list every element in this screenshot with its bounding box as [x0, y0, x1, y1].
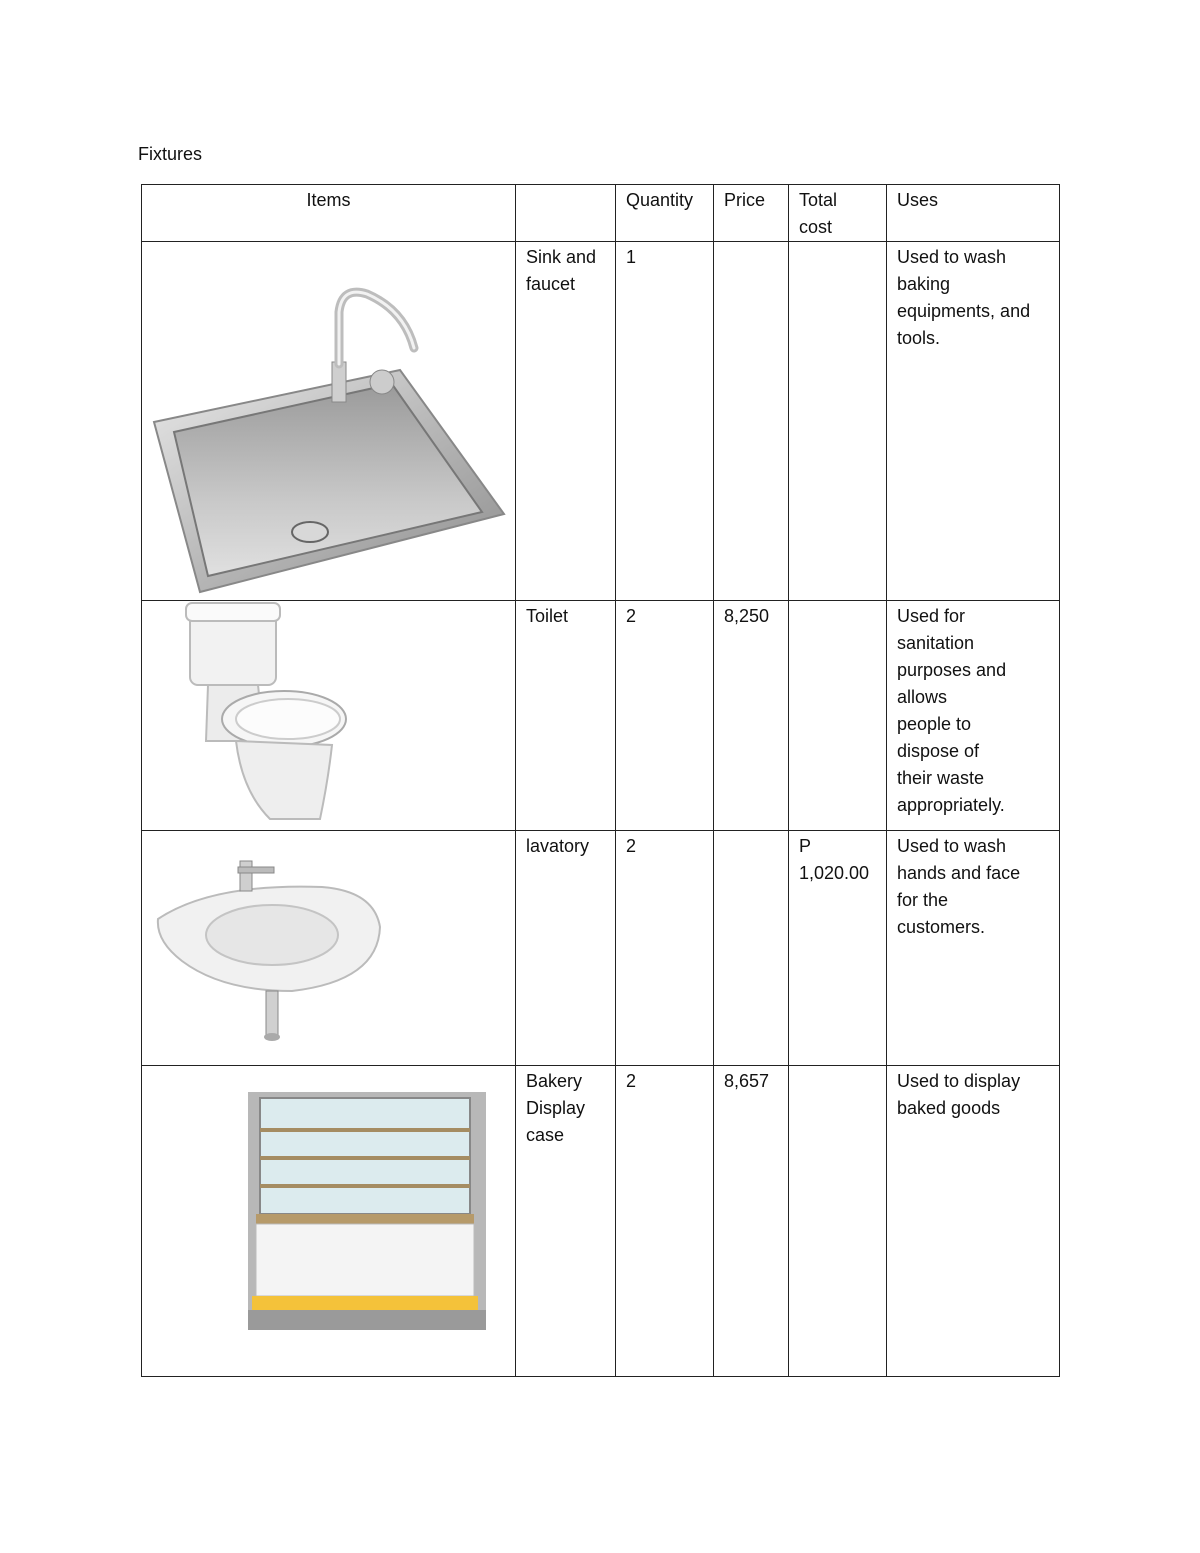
item-quantity: 2 [616, 601, 714, 831]
item-name: Toilet [516, 601, 616, 831]
item-name: lavatory [516, 831, 616, 1066]
header-items: Items [142, 185, 516, 242]
item-uses: Used for sanitation purposes and allows people to dispose of their waste appropriately. [887, 601, 1060, 831]
item-quantity: 1 [616, 242, 714, 601]
fixtures-table [141, 184, 1060, 1377]
item-image-cell [142, 831, 516, 1066]
header-total-cost: Total cost [789, 185, 887, 242]
item-name: Sink and faucet [516, 242, 616, 601]
header-quantity: Quantity [616, 185, 714, 242]
item-price [714, 242, 789, 601]
item-quantity: 2 [616, 1066, 714, 1377]
item-image-cell [142, 601, 516, 831]
header-name [516, 185, 616, 242]
item-price [714, 831, 789, 1066]
table-row [142, 242, 1060, 601]
table-row [142, 1066, 1060, 1377]
item-name: Bakery Display case [516, 1066, 616, 1377]
lavatory-image [142, 831, 516, 1065]
item-quantity: 2 [616, 831, 714, 1066]
header-uses: Uses [887, 185, 1060, 242]
table-row [142, 831, 1060, 1066]
item-image-cell [142, 1066, 516, 1377]
display-case-image [142, 1066, 516, 1376]
page-title: Fixtures [138, 144, 203, 164]
header-price: Price [714, 185, 789, 242]
table-row [142, 601, 1060, 831]
item-uses: Used to display baked goods [887, 1066, 1060, 1377]
item-total-cost [789, 601, 887, 831]
item-price: 8,250 [714, 601, 789, 831]
table-header-row [142, 185, 1060, 242]
sink-image [142, 242, 516, 600]
item-price: 8,657 [714, 1066, 789, 1377]
item-total-cost [789, 1066, 887, 1377]
item-uses: Used to wash hands and face for the customers. [887, 831, 1060, 1066]
item-image-cell [142, 242, 516, 601]
item-uses: Used to wash baking equipments, and tools. [887, 242, 1060, 601]
item-total-cost: P 1,020.00 [789, 831, 887, 1066]
item-total-cost [789, 242, 887, 601]
toilet-image [142, 601, 516, 830]
